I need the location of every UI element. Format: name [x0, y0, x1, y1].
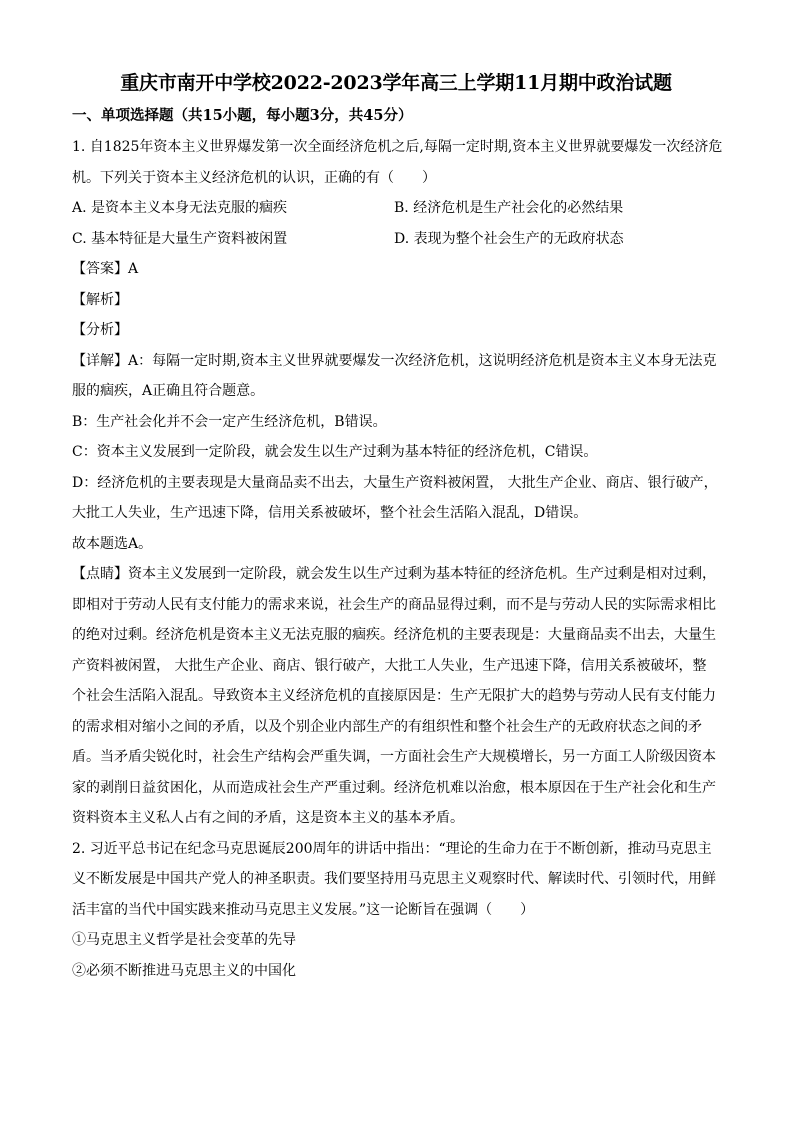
- q1-stem-line: 机。下列关于资本主义经济危机的认识，正确的有（ ）: [72, 169, 436, 186]
- q1-comment-line: 个社会生活陷入混乱。导致资本主义经济危机的直接原因是：生产无限扩大的趋势与劳动人民有支付能力: [72, 688, 716, 704]
- q1-comment-line: 盾。当矛盾尖锐化时，社会生产结构会严重失调，一方面社会生产大规模增长，另一方面工人阶级因资本: [72, 749, 716, 765]
- q1-option-a: A. 是资本主义本身无法克服的痼疾: [72, 200, 288, 216]
- q1-option-b: B. 经济危机是生产社会化的必然结果: [394, 200, 624, 216]
- q1-comment-line: 即相对于劳动人民有支付能力的需求来说，社会生产的商品显得过剩，而不是与劳动人民的实际需求相比: [72, 596, 716, 613]
- page-title: 重庆市南开中学校2022-2023学年高三上学期11月期中政治试题: [120, 72, 672, 94]
- q1-fenxi-label: 【分析】: [72, 322, 128, 338]
- q1-detail-line: B：生产社会化并不会一定产生经济危机，B错误。: [72, 413, 387, 430]
- q1-option-d: D. 表现为整个社会生产的无政府状态: [394, 230, 624, 247]
- q1-comment-line: 家的剥削日益贫困化，从而造成社会生产严重过剩。经济危机难以治愈，根本原因在于生产社会化和生产: [72, 779, 716, 796]
- q1-detail-line: C：资本主义发展到一定阶段，就会发生以生产过剩为基本特征的经济危机，C错误。: [72, 444, 598, 460]
- q2-stem-line: 义不断发展是中国共产党人的神圣职责。我们要坚持用马克思主义观察时代、解读时代、引领时代，用鲜: [72, 871, 716, 887]
- q1-answer: 【答案】A: [72, 261, 139, 277]
- q1-detail-line: 【详解】A：每隔一定时期,资本主义世界就要爆发一次经济危机，这说明经济危机是资本主义本身无法克: [72, 352, 717, 369]
- section-heading: 一、单项选择题（共15小题，每小题3分，共45分）: [72, 107, 413, 124]
- q2-item: ②必须不断推进马克思主义的中国化: [72, 962, 296, 979]
- q2-stem-line: 2. 习近平总书记在纪念马克思诞辰200周年的讲话中指出：“理论的生命力在于不断创新，推动马克思主: [72, 840, 712, 857]
- q1-comment-line: 的绝对过剩。经济危机是资本主义无法克服的痼疾。经济危机的主要表现是：大量商品卖不出去，大量生: [72, 627, 716, 643]
- q2-item: ①马克思主义哲学是社会变革的先导: [72, 932, 296, 948]
- q1-analysis-label: 【解析】: [72, 291, 128, 308]
- q1-option-c: C. 基本特征是大量生产资料被闲置: [72, 230, 288, 247]
- question-2: [72, 834, 720, 987]
- q1-detail-line: 大批工人失业，生产迅速下降，信用关系被破坏，整个社会生活陷入混乱，D错误。: [72, 505, 588, 521]
- q1-comment-line: 资料资本主义私人占有之间的矛盾，这是资本主义的基本矛盾。: [72, 810, 464, 826]
- q1-detail-line: 故本题选A。: [72, 535, 153, 552]
- question-1: [72, 132, 723, 834]
- q1-options: [72, 193, 720, 254]
- q1-detail-line: 服的痼疾，A正确且符合题意。: [72, 383, 265, 399]
- q1-stem-line: 1. 自1825年资本主义世界爆发第一次全面经济危机之后,每隔一定时期,资本主义世界就要爆发一次经济危: [72, 139, 723, 155]
- q1-comment-line: 的需求相对缩小之间的矛盾，以及个别企业内部生产的有组织性和整个社会生产的无政府状态之间的矛: [72, 718, 702, 735]
- q1-detail-line: D：经济危机的主要表现是大量商品卖不出去，大量生产资料被闲置， 大批生产企业、商店、银行破产，: [72, 474, 718, 491]
- q1-comment-line: 产资料被闲置， 大批生产企业、商店、银行破产，大批工人失业，生产迅速下降，信用关系被破坏，整: [72, 657, 707, 674]
- q2-stem-line: 活丰富的当代中国实践来推动马克思主义发展。”这一论断旨在强调（ ）: [72, 901, 535, 918]
- q1-comment-line: 【点睛】资本主义发展到一定阶段，就会发生以生产过剩为基本特征的经济危机。生产过剩是相对过剩，: [72, 566, 716, 582]
